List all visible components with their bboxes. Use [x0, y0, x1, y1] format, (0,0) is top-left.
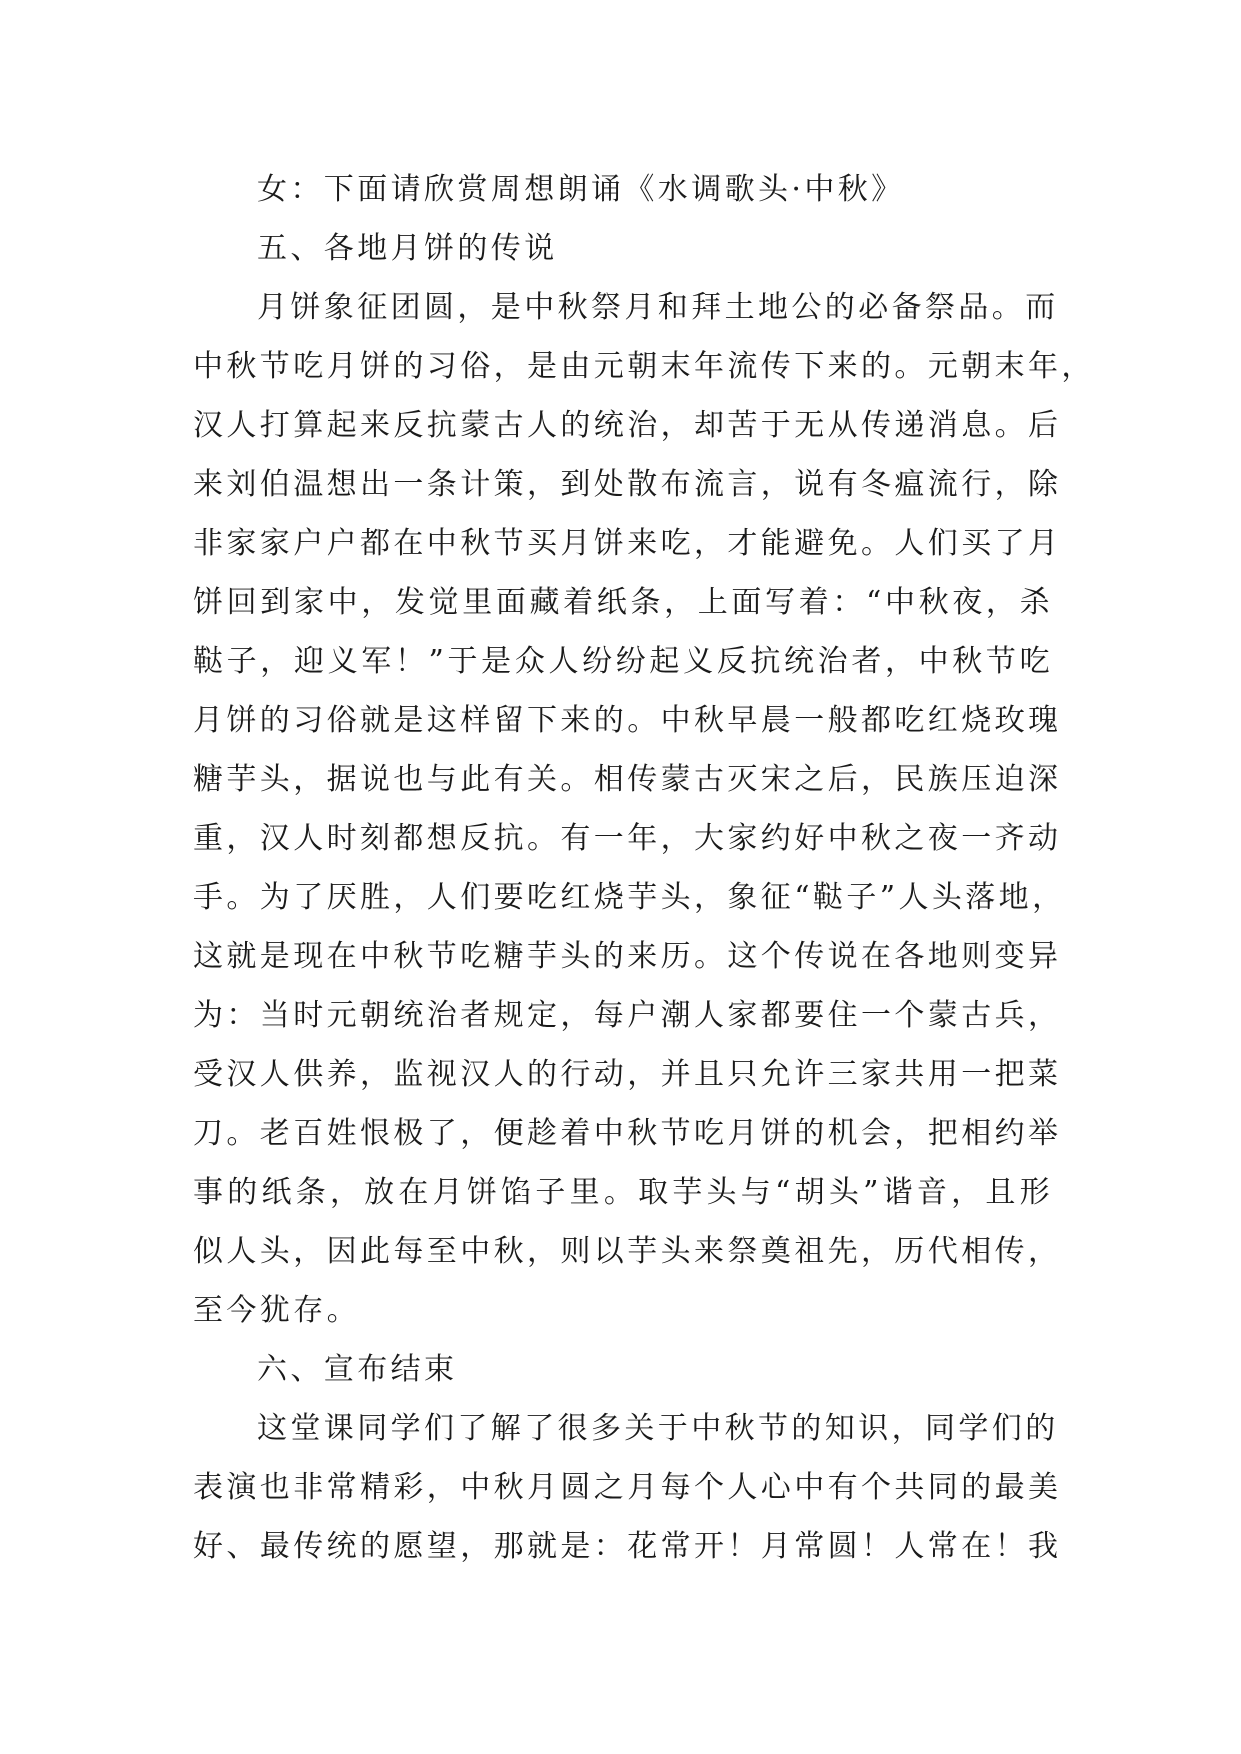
- paragraph-line: 为：当时元朝统治者规定，每户潮人家都要住一个蒙古兵，: [193, 998, 1062, 1033]
- paragraph-line: 汉人打算起来反抗蒙古人的统治，却苦于无从传递消息。后: [193, 408, 1062, 443]
- paragraph-line: 来刘伯温想出一条计策，到处散布流言，说有冬瘟流行，除: [193, 467, 1062, 502]
- paragraph-line: 表演也非常精彩，中秋月圆之月每个人心中有个共同的最美: [193, 1470, 1062, 1505]
- paragraph-line: 非家家户户都在中秋节买月饼来吃，才能避免。人们买了月: [193, 526, 1062, 561]
- paragraph-line: 月饼象征团圆，是中秋祭月和拜土地公的必备祭品。而: [257, 290, 1059, 325]
- paragraph-line: 手。为了厌胜，人们要吃红烧芋头，象征“鞑子”人头落地，: [193, 880, 1066, 915]
- paragraph-line: 受汉人供养，监视汉人的行动，并且只允许三家共用一把菜: [193, 1057, 1062, 1092]
- document-body: [193, 160, 1095, 1576]
- paragraph-line: 似人头，因此每至中秋，则以芋头来祭奠祖先，历代相传，: [193, 1234, 1062, 1269]
- paragraph-line: 中秋节吃月饼的习俗，是由元朝末年流传下来的。元朝末年，: [193, 349, 1095, 384]
- section-heading: 五、各地月饼的传说: [257, 231, 558, 266]
- paragraph-line: 糖芋头，据说也与此有关。相传蒙古灭宋之后，民族压迫深: [193, 762, 1062, 797]
- paragraph-line: 刀。老百姓恨极了，便趁着中秋节吃月饼的机会，把相约举: [193, 1116, 1062, 1151]
- host-line: 女：下面请欣赏周想朗诵《水调歌头·中秋》: [257, 172, 905, 207]
- paragraph-line: 这就是现在中秋节吃糖芋头的来历。这个传说在各地则变异: [193, 939, 1062, 974]
- paragraph-line: 这堂课同学们了解了很多关于中秋节的知识，同学们的: [257, 1411, 1059, 1446]
- paragraph-line: 好、最传统的愿望，那就是：花常开！月常圆！人常在！我: [193, 1529, 1062, 1564]
- paragraph-line: 月饼的习俗就是这样留下来的。中秋早晨一般都吃红烧玫瑰: [193, 703, 1062, 738]
- paragraph-line: 至今犹存。: [193, 1293, 360, 1328]
- paragraph-line: 饼回到家中，发觉里面藏着纸条，上面写着：“中秋夜，杀: [193, 585, 1053, 620]
- paragraph-line: 事的纸条，放在月饼馅子里。取芋头与“胡头”谐音，且形: [193, 1175, 1053, 1210]
- paragraph-line: 重，汉人时刻都想反抗。有一年，大家约好中秋之夜一齐动: [193, 821, 1062, 856]
- paragraph-line: 鞑子，迎义军！”于是众人纷纷起义反抗统治者，中秋节吃: [193, 644, 1053, 679]
- section-heading: 六、宣布结束: [257, 1352, 458, 1387]
